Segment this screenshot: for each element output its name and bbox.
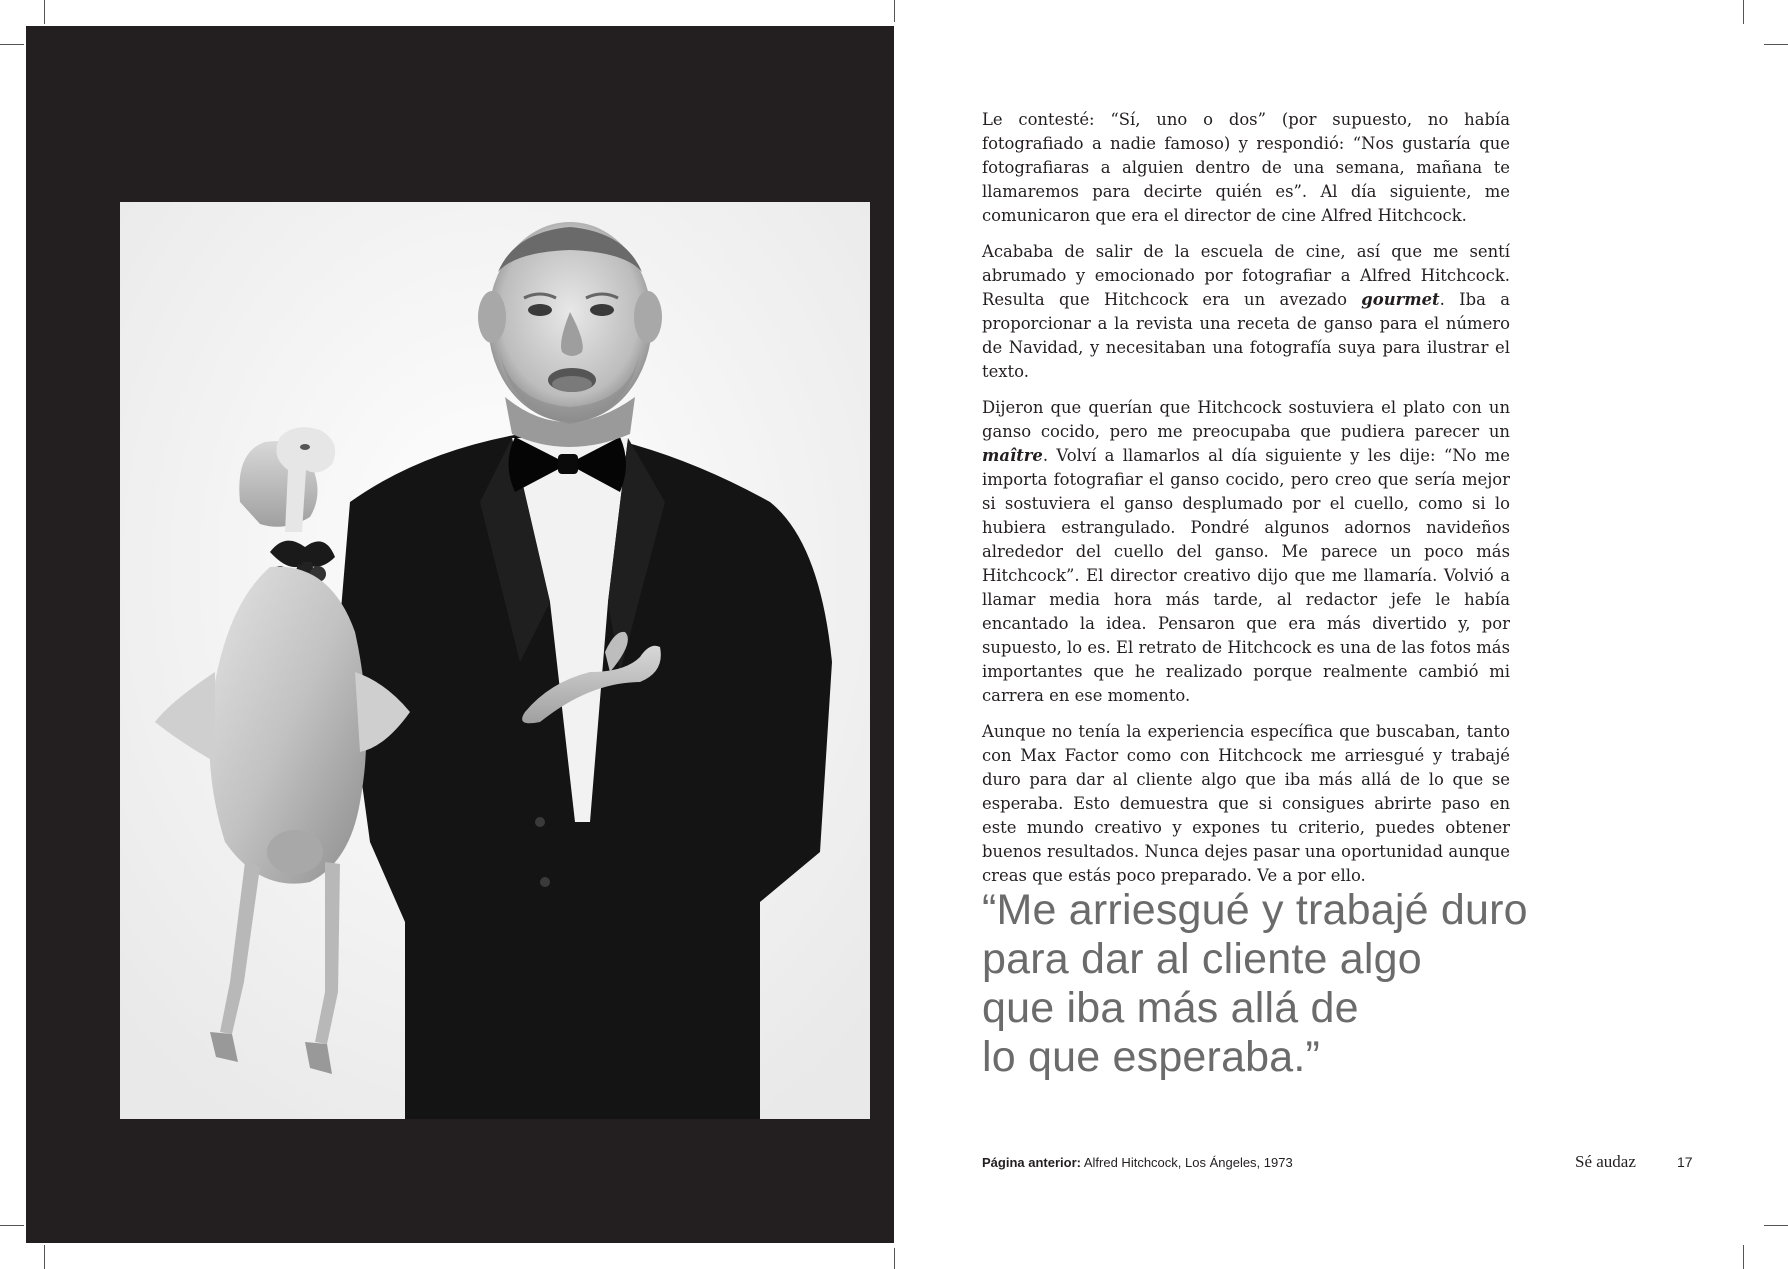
crop-mark [44,0,45,24]
body-paragraph: Aunque no tenía la experiencia específica que buscaban, tanto con Max Factor como con Hitchcock me arriesgué y trabajé duro para dar al cliente algo que iba más allá de lo que se esperaba. Esto demuestra que si consigues abrirte paso en este mundo creativo y expones tu criterio, puedes obtener buenos resultados. Nunca dejes pasar una oportunidad aunque creas que estás poco preparado. Ve a por ello. [982,722,1510,885]
pull-quote-line: para dar al cliente algo [982,935,1422,983]
body-text [982,108,1510,900]
emphasized-word: maître [982,446,1043,465]
portrait-photo [120,202,870,1119]
photo-caption [982,1155,1293,1170]
crop-mark [894,0,895,22]
body-text-run: . Iba a proporcionar a la revista una receta de ganso para el número de Navidad, y necesitaban una fotografía suya para ilustrar el texto. [982,290,1510,381]
body-text-run: Acababa de salir de la escuela de cine, así que me sentí abrumado y emocionado por fotografiar a Alfred Hitchcock. Resulta que Hitchcock era un avezado [982,242,1510,309]
running-head: Sé audaz [1575,1152,1636,1171]
body-paragraph: Le contesté: “Sí, uno o dos” (por supuesto, no había fotografiado a nadie famoso) y respondió: “Nos gustaría que fotografiaras a alguien dentro de una semana, mañana te llamaremos para decirte quién es”. Al día siguiente, me comunicaron que era el director de cine Alfred Hitchcock. [982,110,1510,225]
crop-mark [0,44,24,45]
body-paragraph [982,240,1510,384]
caption-text: Alfred Hitchcock, Los Ángeles, 1973 [1080,1155,1293,1170]
crop-mark [1743,1245,1744,1269]
pull-quote [982,886,1602,1082]
caption-label: Página anterior: [982,1155,1081,1170]
body-text-run: . Volví a llamarlos al día siguiente y les dije: “No me importa fotografiar el ganso cocido, pero creo que sería mejor si sostuviera el ganso desplumado por el cuello, como si lo hubiera estrangulado. Pondré algunos adornos navideños alrededor del cuello del ganso. Me parece un poco más Hitchcock”. El director creativo dijo que me llamaría. Volvió a llamar media hora más tarde, al redactor jefe le había encantado la idea. Pensaron que era más divertido y, por supuesto, lo es. El retrato de Hitchcock es una de las fotos más importantes que he realizado porque realmente cambió mi carrera en ese momento. [982,446,1510,705]
body-paragraph [982,396,1510,708]
pull-quote-line: “Me arriesgué y trabajé duro [982,886,1528,934]
crop-mark [1764,44,1788,45]
page-number: 17 [1677,1154,1693,1170]
pull-quote-line: lo que esperaba.” [982,1033,1321,1081]
left-page-black [26,26,894,1243]
crop-mark [1743,0,1744,24]
emphasized-word: gourmet [1361,290,1440,309]
crop-mark [1764,1225,1788,1226]
crop-mark [44,1245,45,1269]
crop-mark [894,1248,895,1269]
crop-mark [0,1225,24,1226]
body-text-run: Dijeron que querían que Hitchcock sostuviera el plato con un ganso cocido, pero me preocupaba que pudiera parecer un [982,398,1510,441]
pull-quote-line: que iba más allá de [982,984,1359,1032]
